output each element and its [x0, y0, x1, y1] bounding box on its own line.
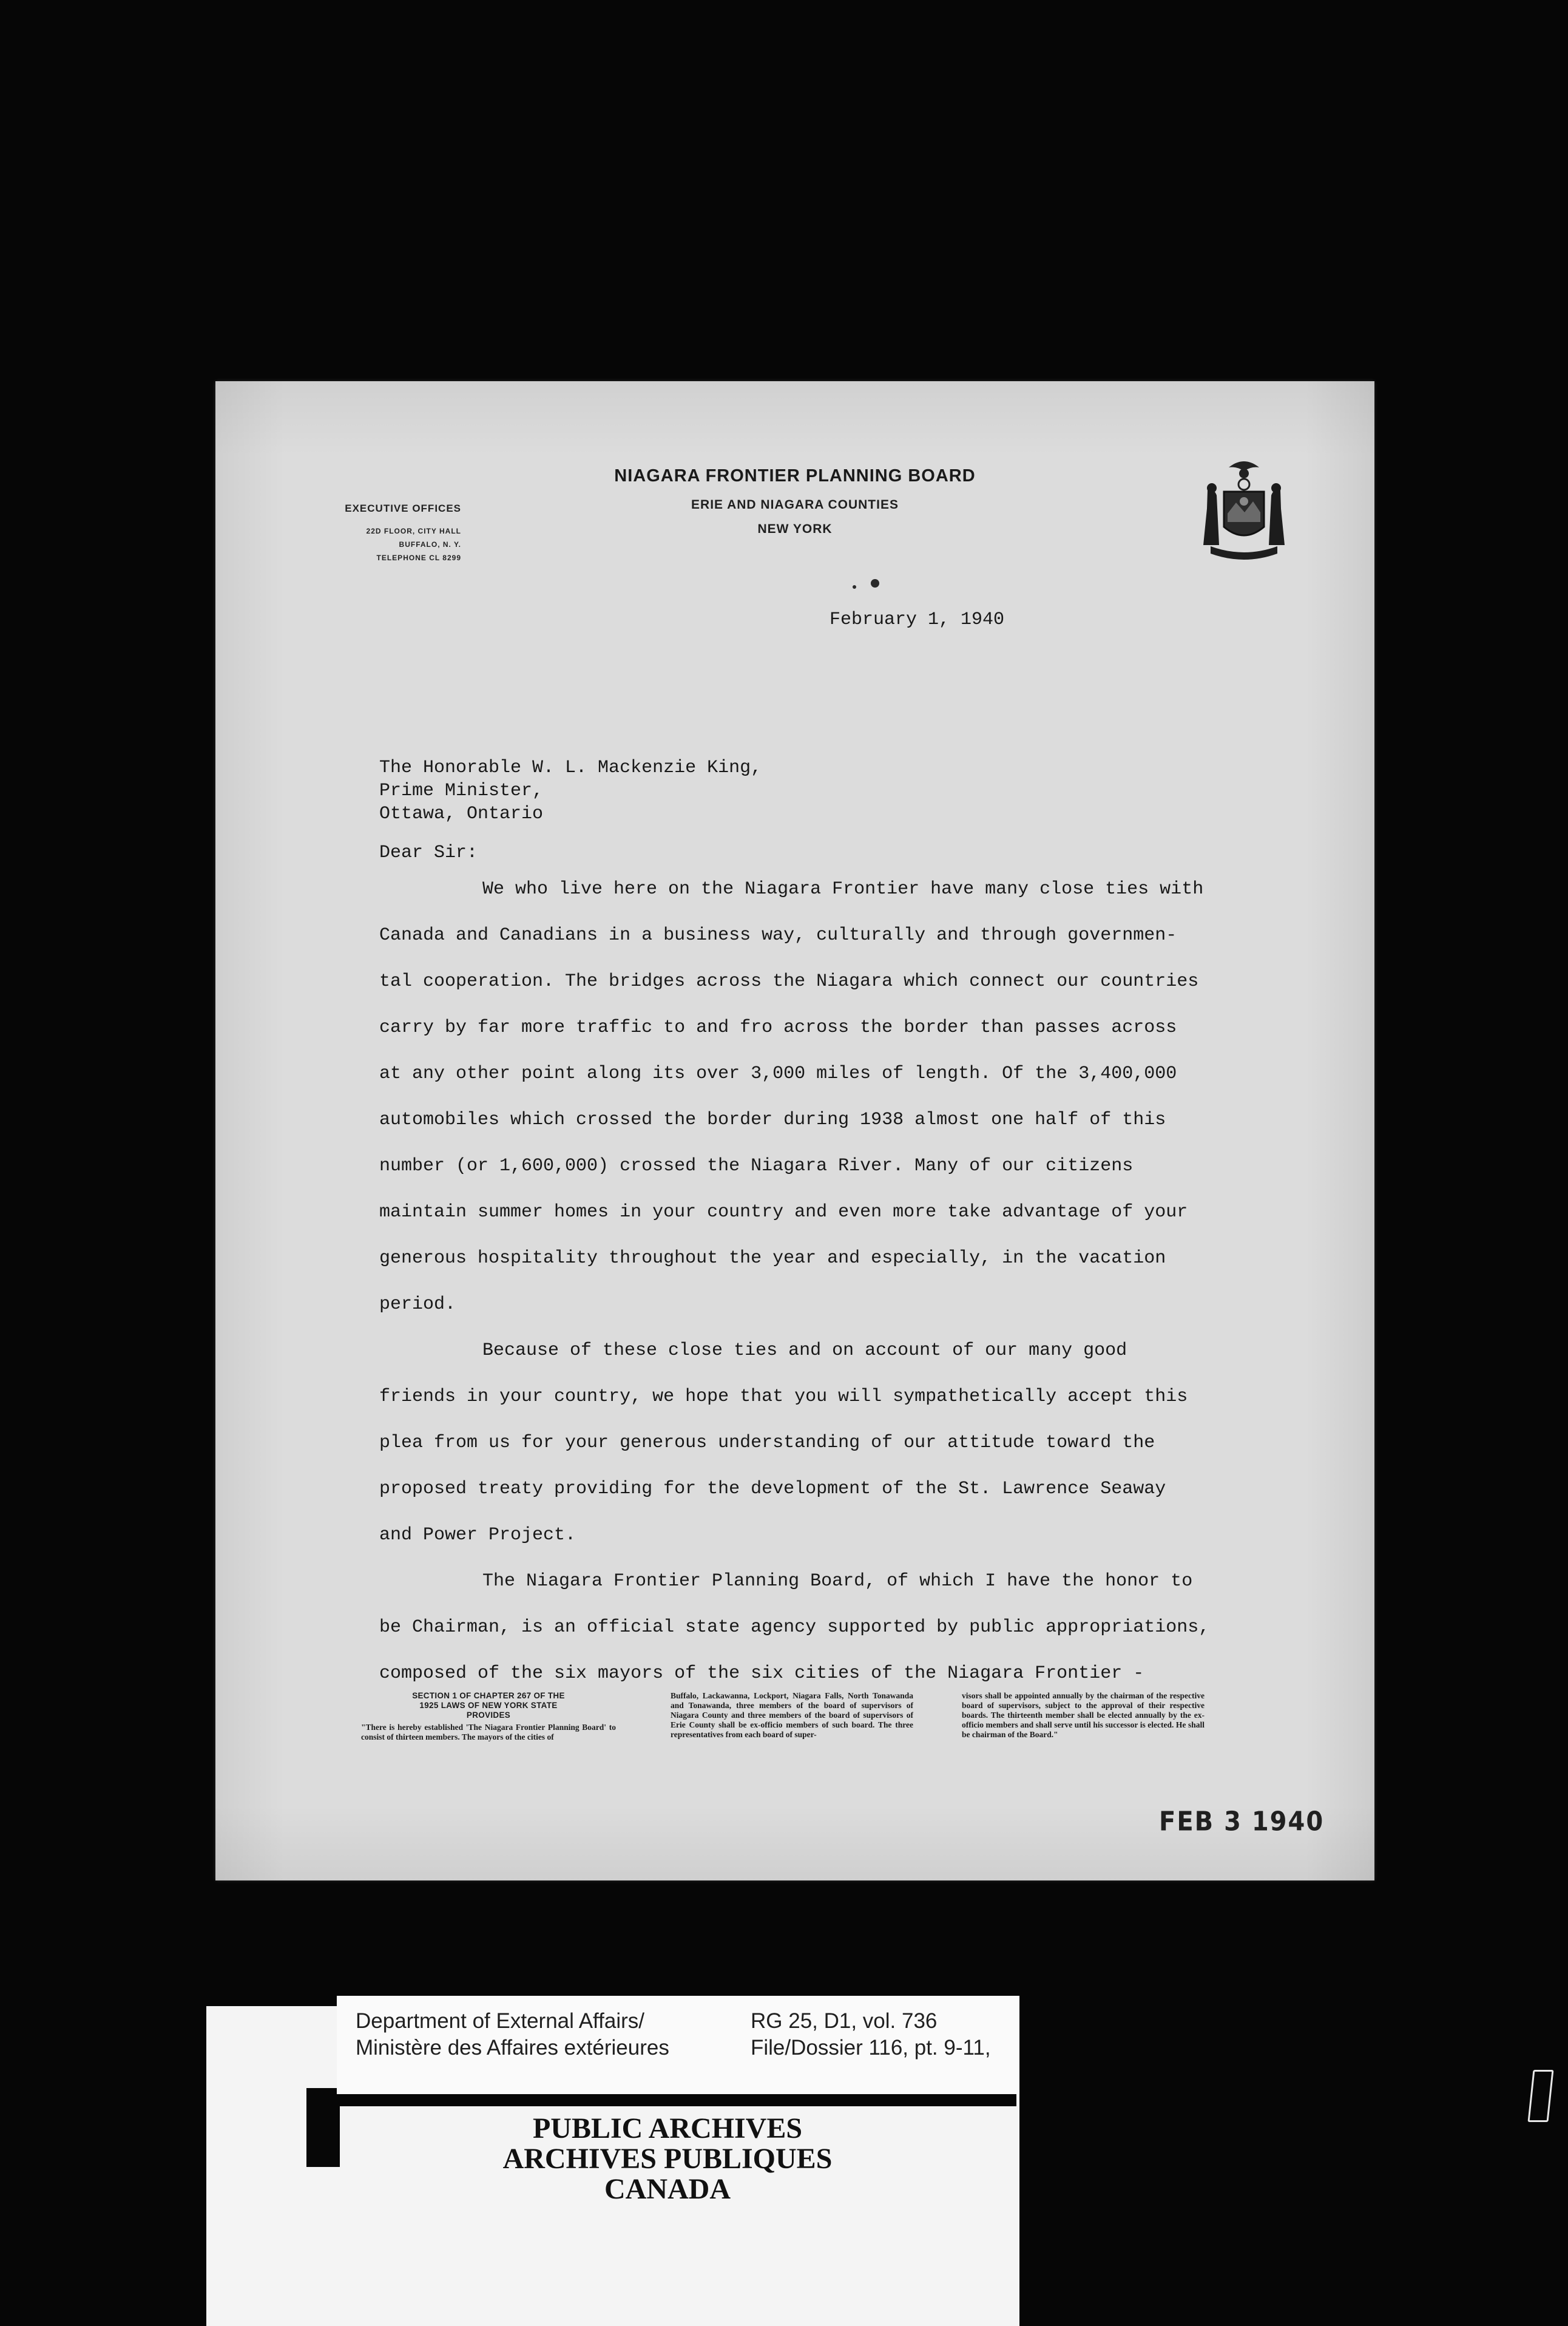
- department-label: [356, 2008, 669, 2061]
- footnote-column-3: visors shall be appointed annually by the chairman of the respective board of supervisors, subject to the approval of their respective boards. The thirteenth member shall be elected annually by the ex-officio members and shall serve until his successor is elected. He shall be chairman of the Board.": [962, 1691, 1205, 1739]
- body-line: plea from us for your generous understanding of our attitude toward the: [379, 1433, 1155, 1453]
- executive-offices-block: [279, 503, 461, 565]
- body-line: friends in your country, we hope that you will sympathetically accept this: [379, 1386, 1188, 1407]
- archives-line: PUBLIC ARCHIVES: [532, 2112, 803, 2145]
- body-line: at any other point along its over 3,000 miles of length. Of the 3,400,000: [379, 1063, 1177, 1084]
- letterhead-state: NEW YORK: [757, 522, 833, 536]
- footnote-heading-line: 1925 LAWS OF NEW YORK STATE: [419, 1701, 558, 1710]
- body-line: composed of the six mayors of the six cities of the Niagara Frontier -: [379, 1663, 1144, 1684]
- reference-line: File/Dossier 116, pt. 9-11,: [751, 2036, 991, 2060]
- executive-offices-line: 22D FLOOR, CITY HALL: [366, 527, 461, 535]
- ink-speck: [853, 585, 856, 589]
- archives-line: CANADA: [604, 2173, 731, 2205]
- reference-label: [751, 2008, 991, 2061]
- address-line: Ottawa, Ontario: [379, 804, 544, 824]
- body-line: period.: [379, 1294, 456, 1315]
- body-line: and Power Project.: [379, 1525, 576, 1545]
- reference-line: RG 25, D1, vol. 736: [751, 2009, 938, 2033]
- body-line: generous hospitality throughout the year and especially, in the vacation: [379, 1248, 1166, 1269]
- footnote-heading-line: SECTION 1 OF CHAPTER 267 OF THE: [412, 1691, 565, 1700]
- executive-offices-line: BUFFALO, N. Y.: [399, 540, 461, 549]
- recipient-address: [379, 756, 762, 826]
- body-line: maintain summer homes in your country and even more take advantage of your: [379, 1202, 1188, 1222]
- film-frame-marker: [1527, 2070, 1553, 2122]
- address-line: Prime Minister,: [379, 781, 544, 801]
- body-line: carry by far more traffic to and fro across the border than passes across: [379, 1017, 1177, 1038]
- body-line: Because of these close ties and on account of our many good: [482, 1340, 1127, 1361]
- public-archives-label: [340, 2114, 995, 2205]
- letter-body: [379, 878, 1314, 1708]
- footnote-heading-line: PROVIDES: [466, 1711, 511, 1720]
- body-line: Canada and Canadians in a business way, culturally and through governmen-: [379, 925, 1177, 946]
- body-line: proposed treaty providing for the development of the St. Lawrence Seaway: [379, 1479, 1166, 1499]
- body-line: tal cooperation. The bridges across the Niagara which connect our countries: [379, 971, 1199, 992]
- archives-line: ARCHIVES PUBLIQUES: [502, 2143, 833, 2175]
- body-line: number (or 1,600,000) crossed the Niagara River. Many of our citizens: [379, 1156, 1134, 1176]
- body-line: automobiles which crossed the border during 1938 almost one half of this: [379, 1110, 1166, 1130]
- received-date-stamp: FEB 3 1940: [1159, 1806, 1325, 1837]
- new-york-state-seal-icon: [1192, 454, 1296, 563]
- letterhead-counties: ERIE AND NIAGARA COUNTIES: [691, 498, 899, 512]
- department-line: Department of External Affairs/: [356, 2009, 644, 2033]
- footnote-column-2: Buffalo, Lackawanna, Lockport, Niagara Falls, North Tonawanda and Tonawanda, three members of the board of supervisors of Niagara County and three members of the board of supervisors of Erie County shall be ex-officio members of such board. The three representatives from each board of super-: [671, 1691, 913, 1739]
- letter-page: [215, 381, 1374, 1880]
- body-line: We who live here on the Niagara Frontier have many close ties with: [482, 879, 1204, 900]
- body-line: The Niagara Frontier Planning Board, of which I have the honor to: [482, 1571, 1193, 1592]
- salutation: Dear Sir:: [379, 843, 478, 863]
- footnote-column-1: [361, 1691, 616, 1742]
- executive-offices-line: TELEPHONE CL 8299: [376, 554, 461, 562]
- footnote-text: "There is hereby established 'The Niagara Frontier Planning Board' to consist of thirteen members. The mayors of the cities of: [361, 1723, 616, 1741]
- executive-offices-heading: EXECUTIVE OFFICES: [345, 503, 461, 514]
- body-line: be Chairman, is an official state agency supported by public appropriations,: [379, 1617, 1210, 1638]
- letter-date: February 1, 1940: [830, 609, 1005, 630]
- letterhead-organization: NIAGARA FRONTIER PLANNING BOARD: [614, 466, 976, 486]
- address-line: The Honorable W. L. Mackenzie King,: [379, 758, 762, 778]
- ink-speck: [871, 579, 879, 588]
- department-line: Ministère des Affaires extérieures: [356, 2036, 669, 2060]
